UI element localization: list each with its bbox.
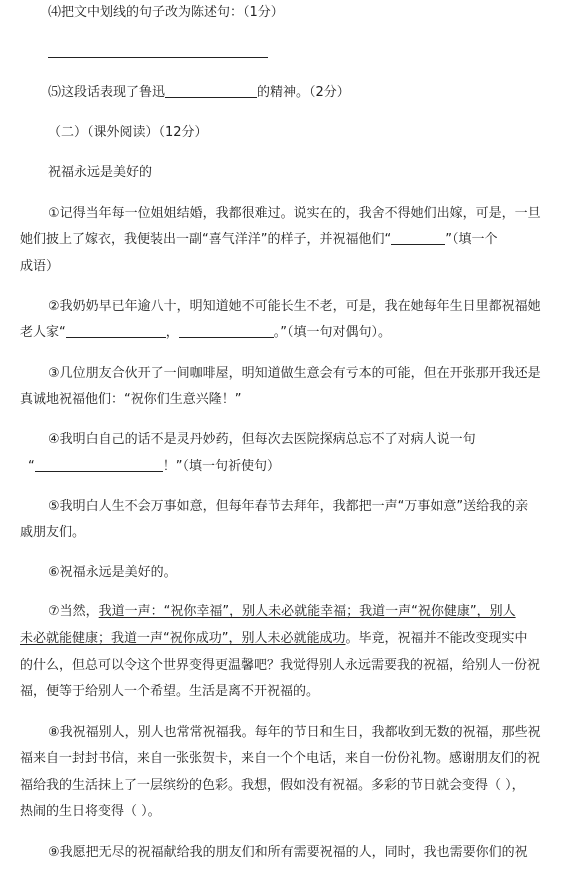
paragraph-4-line-2 — [28, 458, 280, 476]
paragraph-7-text: 。毕竟，祝福并不能改变现实中 — [345, 631, 528, 646]
paragraph-9-line-1: ⑨我愿把无尽的祝福献给我的朋友们和所有需要祝福的人，同时，我也需要你们的祝 — [48, 845, 528, 860]
question-5-text-before: ⑸这段话表现了鲁迅 — [48, 85, 166, 100]
paragraph-8-line-2: 福来自一封封书信，来自一张张贺卡，来自一个个电话，来自一份份礼物。感谢朋友们的祝 — [20, 751, 541, 766]
paragraph-2-comma: ， — [165, 325, 179, 340]
answer-blank[interactable] — [35, 458, 163, 472]
answer-blank[interactable] — [391, 231, 445, 245]
paragraph-2-line-1: ②我奶奶早已年逾八十，明知道她不可能长生不老，可是，我在她每年生日里都祝福她 — [48, 299, 541, 314]
paragraph-1-hint: ”（填一个 — [445, 232, 498, 247]
answer-blank[interactable] — [179, 324, 274, 338]
answer-blank[interactable] — [66, 324, 166, 338]
paragraph-7-line-2 — [20, 630, 528, 648]
paragraph-4-line-1: ④我明白自己的话不是灵丹妙药，但每次去医院探病总忘不了对病人说一句 — [48, 432, 476, 447]
article-title: 祝福永远是美好的 — [48, 165, 153, 180]
section-heading: （二）（课外阅读）（12分） — [48, 125, 208, 140]
underlined-sentence: 未必就能健康；我道一声“祝你成功”，别人未必就能成功 — [20, 631, 346, 646]
question-5 — [48, 84, 350, 102]
paragraph-2-hint: 。”（填一句对偶句）。 — [273, 325, 392, 340]
paragraph-7-line-1 — [48, 603, 516, 621]
paragraph-1-line-3: 成语） — [20, 259, 60, 274]
paragraph-5-line-1: ⑤我明白人生不会万事如意，但每年春节去拜年，我都把一声“万事如意”送给我的亲 — [48, 499, 529, 514]
paragraph-6: ⑥祝福永远是美好的。 — [48, 565, 177, 580]
paragraph-3-line-1: ③几位朋友合伙开了一间咖啡屋，明知道做生意会有亏本的可能，但在开张那开我还是 — [48, 366, 541, 381]
answer-line[interactable] — [48, 57, 268, 58]
paragraph-8-line-3: 福给我的生活抹上了一层缤纷的色彩。我想，假如没有祝福。多彩的节日就会变得（ ）， — [20, 778, 525, 793]
paragraph-3-line-2: 真诚地祝福他们：“祝你们生意兴隆！” — [20, 392, 242, 407]
paragraph-1-line-2 — [20, 231, 497, 249]
paragraph-7-line-3: 的什么，但总可以令这个世界变得更温馨吧？我觉得别人永远需要我的祝福，给别人一份祝 — [20, 658, 541, 673]
paragraph-7-text: ⑦当然， — [48, 604, 99, 619]
underlined-sentence: 我道一声：“祝你幸福”，别人未必就能幸福；我道一声“祝你健康”，别人 — [98, 604, 516, 619]
paragraph-4-quote: “ — [28, 459, 35, 474]
paragraph-2-line-2 — [20, 324, 391, 342]
answer-blank[interactable] — [165, 84, 257, 98]
paragraph-4-hint: ！”（填一句祈使句） — [162, 459, 280, 474]
paragraph-1-line-1: ①记得当年每一位姐姐结婚，我都很难过。说实在的，我舍不得她们出嫁，可是，一旦 — [48, 206, 541, 221]
paragraph-2-text: 老人家“ — [20, 325, 66, 340]
paragraph-8-line-4: 热闹的生日将变得（ ）。 — [20, 804, 161, 819]
question-5-text-after: 的精神。（2分） — [257, 85, 350, 100]
paragraph-8-line-1: ⑧我祝福别人，别人也常常祝福我。每年的节日和生日，我都收到无数的祝福，那些祝 — [48, 725, 541, 740]
paragraph-1-text: 她们披上了嫁衣，我便装出一副“喜气洋洋”的样子，并祝福他们“ — [20, 232, 392, 247]
paragraph-5-line-2: 戚朋友们。 — [20, 525, 86, 540]
question-4: ⑷把文中划线的句子改为陈述句：（1分） — [48, 5, 284, 20]
paragraph-7-line-4: 福，便等于给别人一个希望。生活是离不开祝福的。 — [20, 684, 320, 699]
